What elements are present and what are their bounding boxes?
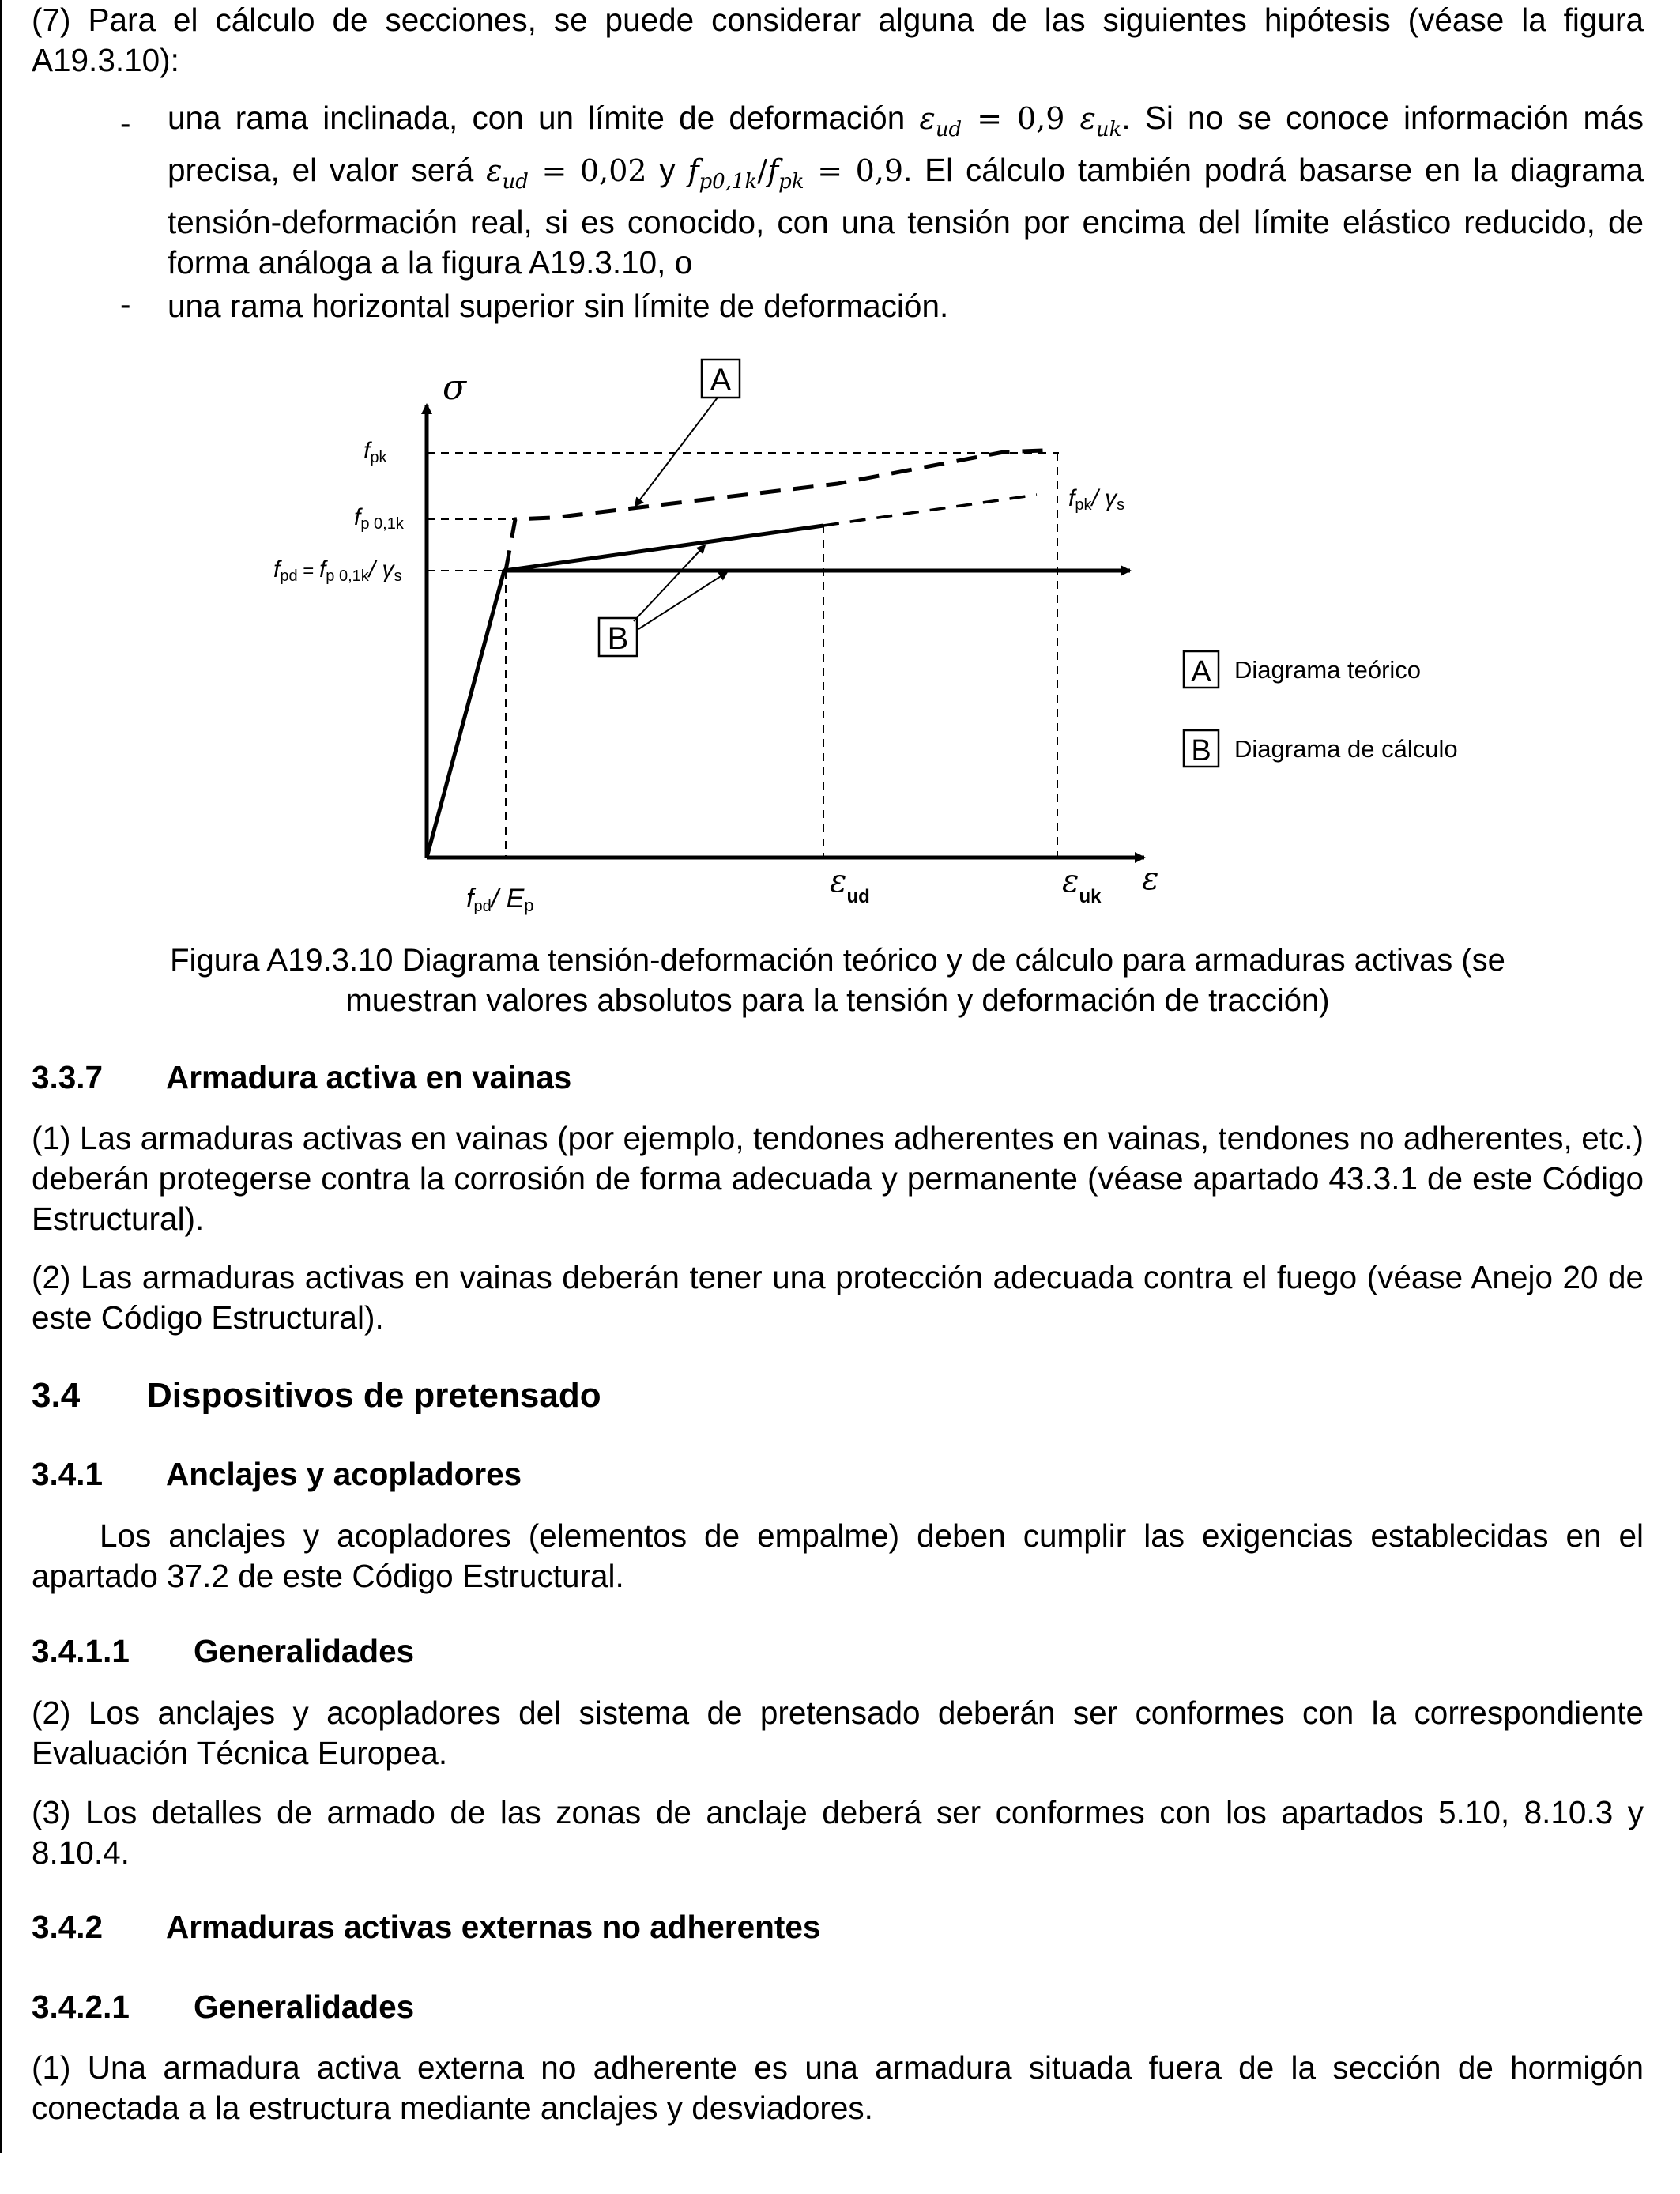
- label-eud: $\varepsilon_{ud}$: [830, 863, 870, 907]
- label-fpk: fpk: [363, 438, 387, 466]
- section-3-4-1-1-paragraph-2: (2) Los anclajes y acopladores del sistema de pretensado deberán ser conformes con la correspondiente Evaluación Técnica Europea.: [32, 1695, 1644, 1771]
- callout-label-b: B: [607, 621, 629, 656]
- svg-text:B: B: [1191, 734, 1211, 767]
- stress-strain-figure: [237, 348, 1501, 933]
- section-3-4-2-1-paragraph-1: (1) Una armadura activa externa no adherente es una armadura situada fuera de la sección de hormigón conectada a la estructura mediante anclajes y desviadores.: [32, 2049, 1644, 2126]
- svg-text:A: A: [1191, 655, 1211, 688]
- section-heading-3-3-7: 3.3.7 Armadura activa en vainas: [32, 1059, 572, 1095]
- bullet-dash: -: [120, 105, 131, 141]
- section-3-3-7-paragraph-2: (2) Las armaduras activas en vainas deberán tener una protección adecuada contra el fuego (véase Anejo 20 de este Código Estructural).: [32, 1259, 1644, 1336]
- callout-a-leader: [635, 398, 718, 506]
- theoretical-diagram-lower: [823, 495, 1037, 526]
- label-fpd-equation: fpd = fp 0,1k/ γs: [273, 556, 402, 585]
- section-heading-3-4: 3.4 Dispositivos de pretensado: [32, 1376, 601, 1415]
- label-euk: $\varepsilon_{uk}$: [1062, 863, 1102, 907]
- y-axis-symbol: σ: [443, 368, 467, 408]
- section-3-3-7-paragraph-1: (1) Las armaduras activas en vainas (por ejemplo, tendones adherentes en vainas, tendones no adherentes, etc.) deberán protegerse contra la corrosión de forma adecuada y permanente (véase apartado 43.3.1 de este Código Estructural).: [32, 1120, 1644, 1237]
- label-fp01k: fp 0,1k: [354, 504, 404, 533]
- section-heading-3-4-2: 3.4.2 Armaduras activas externas no adherentes: [32, 1909, 821, 1945]
- theoretical-diagram-curve: [506, 450, 1043, 571]
- section-heading-3-4-1-1: 3.4.1.1 Generalidades: [32, 1633, 415, 1669]
- section-3-4-1-1-paragraph-3: (3) Los detalles de armado de las zonas de anclaje deberá ser conformes con los apartados 5.10, 8.10.3 y 8.10.4.: [32, 1794, 1644, 1871]
- section-3-4-1-paragraph-1: Los anclajes y acopladores (elementos de empalme) deben cumplir las exigencias establecidas en el apartado 37.2 de este Código Estructural.: [32, 1517, 1644, 1594]
- callout-b-leader-2: [638, 572, 727, 629]
- bullet-item-horizontal-branch: una rama horizontal superior sin límite de deformación.: [168, 288, 949, 324]
- bullet-item-inclined-branch: una rama inclinada, con un límite de deformación $\varepsilon_{ud} = 0,9$ $\varepsilon_{uk}$. Si no se conoce información más precisa, el valor será $\varepsilon_{ud} = 0,02$ y $f_{p0,1k}/f_{pk} = 0,9$. El cálculo también podrá basarse en la diagrama tensión-deformación real, si es conocido, con una tensión por encima del límite elástico reducido, de forma análoga a la figura A19.3.10, o: [168, 100, 1644, 281]
- design-diagram-inclined-branch: [427, 526, 823, 858]
- paragraph-7: (7) Para el cálculo de secciones, se puede considerar alguna de las siguientes hipótesis (véase la figura A19.3.10):: [32, 2, 1644, 78]
- callout-label-a: A: [710, 363, 732, 398]
- section-heading-3-4-2-1: 3.4.2.1 Generalidades: [32, 1989, 415, 2025]
- figure-legend: [1184, 651, 1458, 767]
- legend-text-a: Diagrama teórico: [1234, 656, 1422, 684]
- bullet-dash: -: [120, 286, 131, 322]
- section-heading-3-4-1: 3.4.1 Anclajes y acopladores: [32, 1456, 522, 1492]
- reference-dashed-lines: [427, 453, 1059, 858]
- label-fpd-ep: fpd/ Ep: [466, 884, 534, 915]
- figure-caption: Figura A19.3.10 Diagrama tensión-deformación teórico y de cálculo para armaduras activas (se muestran valores absolutos para la tensión y deformación de tracción): [170, 943, 1505, 1018]
- legend-text-b: Diagrama de cálculo: [1234, 735, 1458, 763]
- x-axis-symbol: ε: [1142, 861, 1159, 897]
- page-left-border: [0, 0, 2, 2153]
- label-fpk-gamma: fpk/ γs: [1068, 485, 1125, 514]
